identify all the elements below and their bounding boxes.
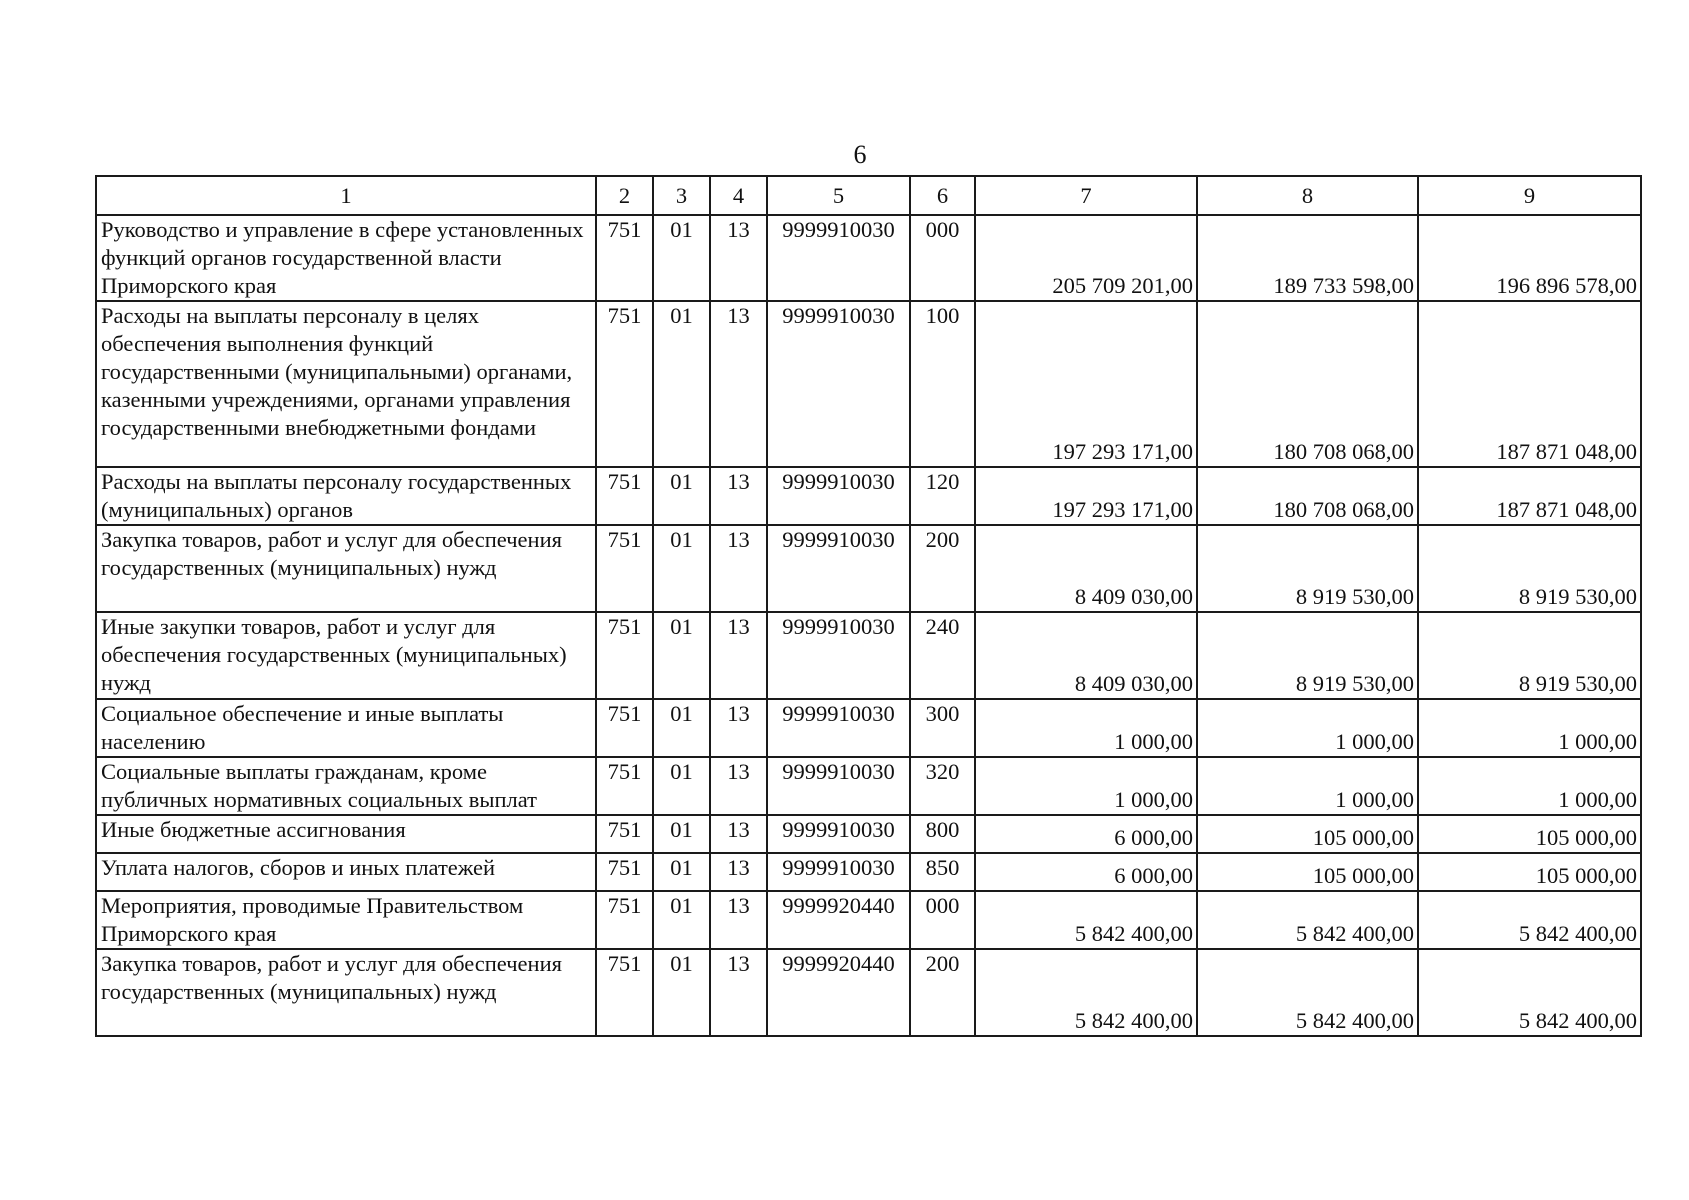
row-sum-7: 197 293 171,00	[975, 301, 1197, 467]
row-code-4: 13	[710, 301, 767, 467]
row-name: Закупка товаров, работ и услуг для обеспечения государственных (муниципальных) нужд	[96, 949, 596, 1036]
row-code-4: 13	[710, 467, 767, 525]
row-sum-8: 189 733 598,00	[1197, 215, 1418, 301]
column-header-9: 9	[1418, 176, 1641, 215]
table-row	[96, 525, 1641, 612]
row-name: Социальное обеспечение и иные выплаты населению	[96, 699, 596, 757]
row-code-3: 01	[653, 215, 710, 301]
row-sum-8: 1 000,00	[1197, 699, 1418, 757]
row-name: Иные закупки товаров, работ и услуг для обеспечения государственных (муниципальных) нужд	[96, 612, 596, 699]
row-code-4: 13	[710, 612, 767, 699]
row-code-6: 240	[910, 612, 975, 699]
table-row	[96, 891, 1641, 949]
table-row	[96, 699, 1641, 757]
row-sum-7: 197 293 171,00	[975, 467, 1197, 525]
row-sum-8: 5 842 400,00	[1197, 891, 1418, 949]
row-code-2: 751	[596, 891, 653, 949]
row-code-6: 120	[910, 467, 975, 525]
table-row	[96, 612, 1641, 699]
row-sum-9: 187 871 048,00	[1418, 301, 1641, 467]
row-code-2: 751	[596, 815, 653, 853]
row-code-4: 13	[710, 815, 767, 853]
row-code-5: 9999910030	[767, 815, 910, 853]
row-code-3: 01	[653, 815, 710, 853]
row-code-5: 9999910030	[767, 525, 910, 612]
row-sum-7: 5 842 400,00	[975, 949, 1197, 1036]
row-code-5: 9999910030	[767, 757, 910, 815]
row-code-2: 751	[596, 301, 653, 467]
row-sum-9: 8 919 530,00	[1418, 525, 1641, 612]
row-code-6: 850	[910, 853, 975, 891]
row-code-6: 200	[910, 949, 975, 1036]
row-sum-9: 105 000,00	[1418, 853, 1641, 891]
row-code-3: 01	[653, 525, 710, 612]
row-code-3: 01	[653, 757, 710, 815]
row-sum-7: 205 709 201,00	[975, 215, 1197, 301]
row-code-2: 751	[596, 215, 653, 301]
column-header-2: 2	[596, 176, 653, 215]
row-sum-9: 187 871 048,00	[1418, 467, 1641, 525]
row-code-4: 13	[710, 891, 767, 949]
row-sum-7: 6 000,00	[975, 815, 1197, 853]
row-code-4: 13	[710, 853, 767, 891]
column-header-3: 3	[653, 176, 710, 215]
row-code-6: 200	[910, 525, 975, 612]
row-sum-9: 5 842 400,00	[1418, 949, 1641, 1036]
column-header-6: 6	[910, 176, 975, 215]
row-code-5: 9999920440	[767, 949, 910, 1036]
row-name: Социальные выплаты гражданам, кроме публичных нормативных социальных выплат	[96, 757, 596, 815]
row-code-2: 751	[596, 949, 653, 1036]
row-code-4: 13	[710, 699, 767, 757]
row-code-5: 9999910030	[767, 215, 910, 301]
column-header-8: 8	[1197, 176, 1418, 215]
page-number: 6	[853, 140, 867, 169]
row-code-3: 01	[653, 612, 710, 699]
row-code-5: 9999910030	[767, 612, 910, 699]
column-header-5: 5	[767, 176, 910, 215]
row-sum-9: 105 000,00	[1418, 815, 1641, 853]
row-code-2: 751	[596, 757, 653, 815]
row-sum-8: 180 708 068,00	[1197, 467, 1418, 525]
row-sum-8: 105 000,00	[1197, 815, 1418, 853]
row-code-3: 01	[653, 301, 710, 467]
row-sum-7: 6 000,00	[975, 853, 1197, 891]
row-code-6: 000	[910, 215, 975, 301]
row-sum-7: 5 842 400,00	[975, 891, 1197, 949]
table-row	[96, 215, 1641, 301]
row-name: Иные бюджетные ассигнования	[96, 815, 596, 853]
row-code-5: 9999910030	[767, 467, 910, 525]
table-header-row	[96, 176, 1641, 215]
budget-table	[95, 175, 1642, 1037]
row-code-2: 751	[596, 525, 653, 612]
row-sum-8: 5 842 400,00	[1197, 949, 1418, 1036]
row-sum-8: 8 919 530,00	[1197, 525, 1418, 612]
row-code-5: 9999920440	[767, 891, 910, 949]
table-row	[96, 853, 1641, 891]
row-sum-9: 196 896 578,00	[1418, 215, 1641, 301]
table-row	[96, 757, 1641, 815]
row-sum-7: 8 409 030,00	[975, 525, 1197, 612]
row-code-3: 01	[653, 891, 710, 949]
row-code-2: 751	[596, 467, 653, 525]
row-code-6: 300	[910, 699, 975, 757]
row-code-3: 01	[653, 699, 710, 757]
row-code-3: 01	[653, 949, 710, 1036]
row-sum-7: 8 409 030,00	[975, 612, 1197, 699]
row-sum-9: 8 919 530,00	[1418, 612, 1641, 699]
row-name: Мероприятия, проводимые Правительством Приморского края	[96, 891, 596, 949]
row-sum-7: 1 000,00	[975, 757, 1197, 815]
row-code-3: 01	[653, 467, 710, 525]
row-sum-8: 105 000,00	[1197, 853, 1418, 891]
table-row	[96, 467, 1641, 525]
row-code-4: 13	[710, 757, 767, 815]
row-code-6: 320	[910, 757, 975, 815]
row-name: Расходы на выплаты персоналу в целях обеспечения выполнения функций государственными (муниципальными) органами, казенными учреждениями, органами управления государственными внебюджетными фондами	[96, 301, 596, 467]
row-code-5: 9999910030	[767, 853, 910, 891]
row-code-6: 100	[910, 301, 975, 467]
row-code-6: 800	[910, 815, 975, 853]
row-sum-7: 1 000,00	[975, 699, 1197, 757]
row-code-2: 751	[596, 853, 653, 891]
column-header-1: 1	[96, 176, 596, 215]
row-code-2: 751	[596, 612, 653, 699]
row-name: Закупка товаров, работ и услуг для обеспечения государственных (муниципальных) нужд	[96, 525, 596, 612]
column-header-7: 7	[975, 176, 1197, 215]
row-code-5: 9999910030	[767, 699, 910, 757]
row-sum-8: 180 708 068,00	[1197, 301, 1418, 467]
table-row	[96, 815, 1641, 853]
row-name: Уплата налогов, сборов и иных платежей	[96, 853, 596, 891]
row-code-4: 13	[710, 525, 767, 612]
row-name: Расходы на выплаты персоналу государственных (муниципальных) органов	[96, 467, 596, 525]
row-sum-8: 1 000,00	[1197, 757, 1418, 815]
row-sum-9: 5 842 400,00	[1418, 891, 1641, 949]
row-sum-9: 1 000,00	[1418, 699, 1641, 757]
table-row	[96, 949, 1641, 1036]
row-code-3: 01	[653, 853, 710, 891]
row-code-6: 000	[910, 891, 975, 949]
row-code-4: 13	[710, 949, 767, 1036]
row-sum-8: 8 919 530,00	[1197, 612, 1418, 699]
row-name: Руководство и управление в сфере установленных функций органов государственной власти Приморского края	[96, 215, 596, 301]
row-sum-9: 1 000,00	[1418, 757, 1641, 815]
table-row	[96, 301, 1641, 467]
row-code-5: 9999910030	[767, 301, 910, 467]
row-code-2: 751	[596, 699, 653, 757]
row-code-4: 13	[710, 215, 767, 301]
column-header-4: 4	[710, 176, 767, 215]
